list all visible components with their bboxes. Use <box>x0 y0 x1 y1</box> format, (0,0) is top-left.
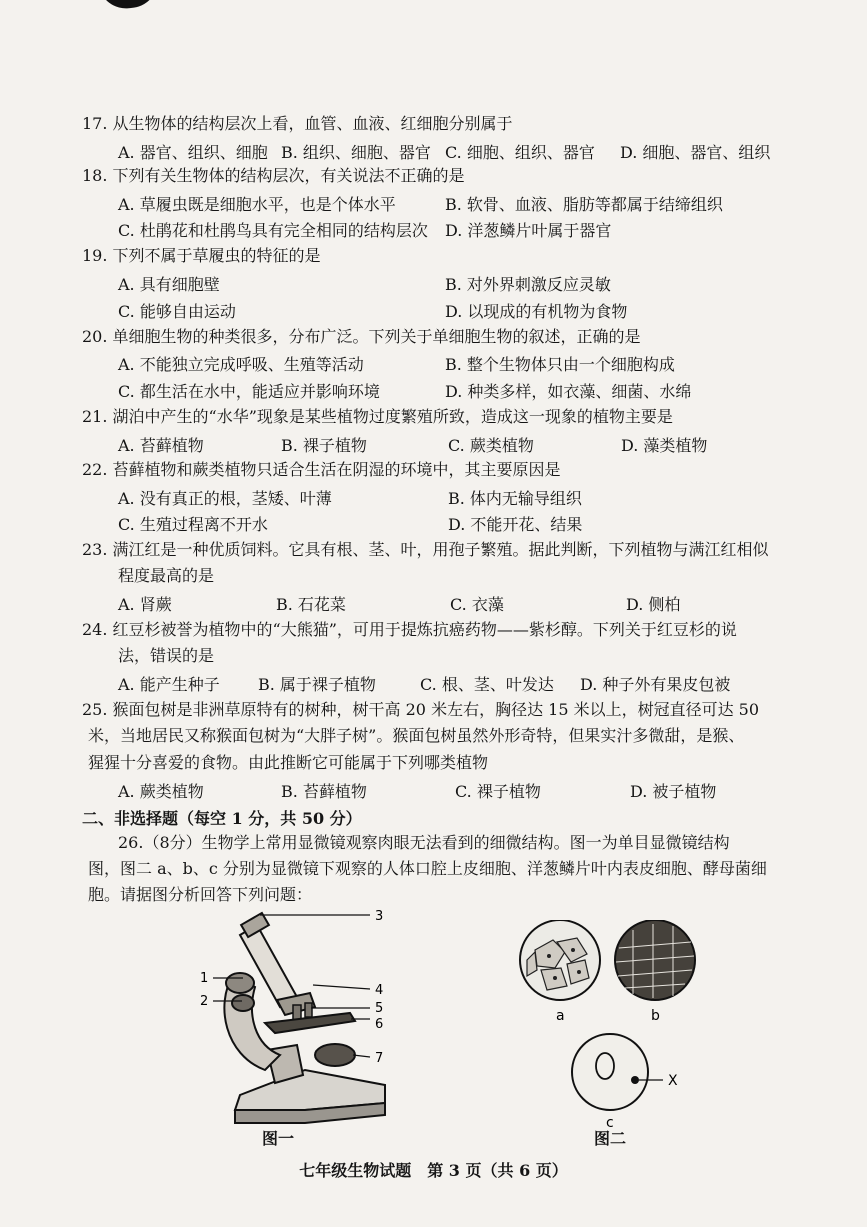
option-b: B. 整个生物体只由一个细胞构成 <box>445 355 675 374</box>
option-c: C. 蕨类植物 <box>448 436 534 455</box>
option-a: A. 草履虫既是细胞水平，也是个体水平 <box>118 195 396 214</box>
label-2: 2 <box>200 994 209 1009</box>
label-a: a <box>556 1008 565 1024</box>
option-b: B. 软骨、血液、脂肪等都属于结缔组织 <box>445 195 723 214</box>
option-c: C. 生殖过程离不开水 <box>118 515 268 534</box>
yeast-cell <box>572 1034 648 1110</box>
question-25-stem: 25. 猴面包树是非洲草原特有的树种，树干高 20 米左右，胸径达 15 米以上，树冠直径可达 50 <box>82 700 760 719</box>
label-6: 6 <box>375 1017 384 1032</box>
figure-2-caption: 图二 <box>594 1129 627 1148</box>
question-21-options <box>118 433 738 455</box>
label-c: c <box>606 1115 614 1130</box>
option-b: B. 属于裸子植物 <box>258 675 376 694</box>
question-19-stem: 19. 下列不属于草履虫的特征的是 <box>82 246 321 265</box>
question-18-options-ab <box>118 192 758 214</box>
question-19-options-ab <box>118 272 758 294</box>
option-d: D. 不能开花、结果 <box>448 515 583 534</box>
question-22-stem: 22. 苔藓植物和蕨类植物只适合生活在阴湿的环境中，其主要原因是 <box>82 460 561 479</box>
question-18-stem: 18. 下列有关生物体的结构层次，有关说法不正确的是 <box>82 166 465 185</box>
figure-1-caption: 图一 <box>262 1129 295 1148</box>
label-1: 1 <box>200 971 209 986</box>
option-d: D. 藻类植物 <box>621 436 708 455</box>
label-7: 7 <box>375 1051 384 1066</box>
label-b: b <box>651 1008 660 1024</box>
question-23-options <box>118 592 738 614</box>
objective-lens <box>305 1003 312 1017</box>
option-d: D. 种子外有果皮包被 <box>580 675 731 694</box>
option-a: A. 没有真正的根，茎矮、叶薄 <box>118 489 332 508</box>
option-a: A. 苔藓植物 <box>118 436 204 455</box>
option-d: D. 侧柏 <box>626 595 681 614</box>
question-25-stem-cont: 米，当地居民又称猴面包树为“大胖子树”。猴面包树虽然外形奇特，但果实汁多微甜，是猴、 <box>88 726 745 745</box>
question-22-options-cd <box>118 512 758 534</box>
option-c: C. 都生活在水中，能适应并影响环境 <box>118 382 380 401</box>
question-26-line1: 26.（8分）生物学上常用显微镜观察肉眼无法看到的细微结构。图一为单目显微镜结构 <box>118 833 730 852</box>
option-b: B. 裸子植物 <box>281 436 367 455</box>
option-b: B. 对外界刺激反应灵敏 <box>445 275 611 294</box>
section-2-title: 二、非选择题（每空 1 分，共 50 分） <box>82 809 362 828</box>
mirror <box>315 1044 355 1066</box>
question-24-stem-cont: 法，错误的是 <box>118 646 215 665</box>
question-17-options <box>118 140 771 162</box>
question-26-line2: 图，图二 a、b、c 分别为显微镜下观察的人体口腔上皮细胞、洋葱鳞片叶内表皮细胞、酵母菌细 <box>88 859 767 878</box>
question-23-stem: 23. 满江红是一种优质饲料。它具有根、茎、叶，用孢子繁殖。据此判断，下列植物与满江红相似 <box>82 540 769 559</box>
option-c: C. 杜鹃花和杜鹃鸟具有完全相同的结构层次 <box>118 221 428 240</box>
figure-2-cells <box>505 920 715 1130</box>
option-d: D. 以现成的有机物为食物 <box>445 302 628 321</box>
option-c: C. 能够自由运动 <box>118 302 236 321</box>
ink-smudge <box>98 0 161 12</box>
option-c: C. 衣藻 <box>450 595 504 614</box>
question-26-line3: 胞。请据图分析回答下列问题： <box>88 885 313 904</box>
question-17-stem: 17. 从生物体的结构层次上看，血管、血液、红细胞分别属于 <box>82 114 513 133</box>
question-23-stem-cont: 程度最高的是 <box>118 566 215 585</box>
option-a: A. 具有细胞壁 <box>118 275 220 294</box>
option-a: A. 能产生种子 <box>118 675 220 694</box>
option-b: B. 石花菜 <box>276 595 346 614</box>
label-x: X <box>668 1073 678 1089</box>
question-24-options <box>118 672 738 694</box>
question-25-options <box>118 779 738 801</box>
coarse-adjustment-knob <box>226 973 254 993</box>
question-21-stem: 21. 湖泊中产生的“水华”现象是某些植物过度繁殖所致，造成这一现象的植物主要是 <box>82 407 673 426</box>
question-20-options-ab <box>118 352 758 374</box>
fine-adjustment-knob <box>232 995 254 1011</box>
label-3: 3 <box>375 909 384 924</box>
option-b: B. 组织、细胞、器官 <box>281 143 431 162</box>
structure-x-dot <box>631 1076 639 1084</box>
label-5: 5 <box>375 1001 384 1016</box>
option-a: A. 器官、组织、细胞 <box>118 143 268 162</box>
option-d: D. 被子植物 <box>630 782 717 801</box>
option-c: C. 根、茎、叶发达 <box>420 675 554 694</box>
option-d: D. 种类多样，如衣藻、细菌、水绵 <box>445 382 692 401</box>
label-4: 4 <box>375 983 384 998</box>
eyepiece <box>241 913 269 937</box>
question-19-options-cd <box>118 299 758 321</box>
page-footer: 七年级生物试题 第 3 页（共 6 页） <box>299 1161 568 1180</box>
option-c: C. 裸子植物 <box>455 782 541 801</box>
option-b: B. 苔藓植物 <box>281 782 367 801</box>
option-d: D. 细胞、器官、组织 <box>620 143 771 162</box>
question-24-stem: 24. 红豆杉被誉为植物中的“大熊猫”，可用于提炼抗癌药物——紫杉醇。下列关于红豆杉的说 <box>82 620 737 639</box>
question-20-stem: 20. 单细胞生物的种类很多，分布广泛。下列关于单细胞生物的叙述，正确的是 <box>82 327 641 346</box>
option-a: A. 不能独立完成呼吸、生殖等活动 <box>118 355 364 374</box>
option-a: A. 蕨类植物 <box>118 782 204 801</box>
option-c: C. 细胞、组织、器官 <box>445 143 595 162</box>
option-d: D. 洋葱鳞片叶属于器官 <box>445 221 612 240</box>
question-22-options-ab <box>118 486 758 508</box>
figure-1-microscope <box>185 905 420 1150</box>
question-25-stem-cont2: 猩猩十分喜爱的食物。由此推断它可能属于下列哪类植物 <box>88 753 489 772</box>
option-b: B. 体内无输导组织 <box>448 489 582 508</box>
question-20-options-cd <box>118 379 758 401</box>
option-a: A. 肾蕨 <box>118 595 172 614</box>
question-18-options-cd <box>118 218 758 240</box>
